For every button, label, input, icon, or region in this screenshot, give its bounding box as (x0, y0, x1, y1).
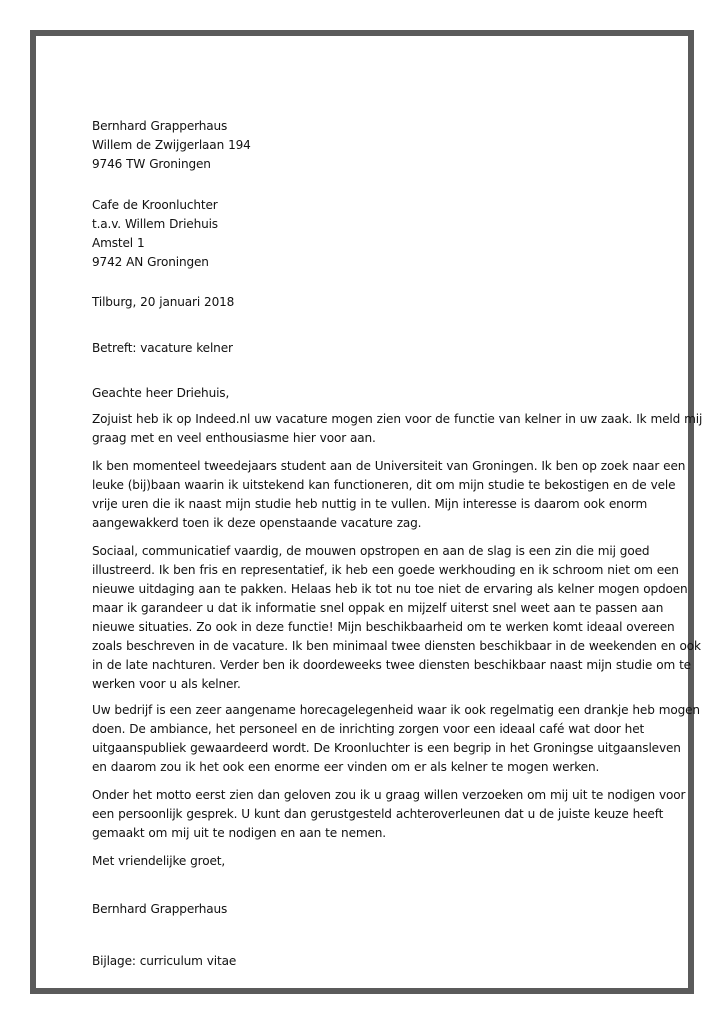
paragraph-4 (92, 701, 700, 777)
closing (92, 852, 225, 871)
subject-line (92, 339, 233, 358)
paragraph-line: illustreerd. Ik ben fris en representatief, ik heb een goede werkhouding en ik schroom niet om een (92, 563, 679, 577)
recipient-street: Amstel 1 (92, 236, 145, 250)
salutation (92, 384, 229, 403)
paragraph-line: gemaakt om mij uit te nodigen en aan te nemen. (92, 826, 386, 840)
signature (92, 900, 227, 919)
paragraph-line: graag met en veel enthousiasme hier voor aan. (92, 431, 376, 445)
paragraph-1 (92, 410, 702, 448)
attachment-text: Bijlage: curriculum vitae (92, 954, 237, 968)
paragraph-line: en daarom zou ik het ook een enorme eer vinden om er als kelner te mogen werken. (92, 760, 600, 774)
salutation-text: Geachte heer Driehuis, (92, 386, 230, 400)
date-text: Tilburg, 20 januari 2018 (92, 295, 235, 309)
recipient-address (92, 196, 218, 272)
paragraph-line: aangewakkerd toen ik deze openstaande vacature zag. (92, 516, 422, 530)
paragraph-line: een persoonlijk gesprek. U kunt dan gerustgesteld achteroverleunen dat u de juiste keuze heeft (92, 807, 664, 821)
paragraph-line: Onder het motto eerst zien dan geloven zou ik u graag willen verzoeken om mij uit te nodigen voor (92, 788, 686, 802)
paragraph-line: zoals beschreven in de vacature. Ik ben minimaal twee diensten beschikbaar in de weekenden en ook (92, 639, 701, 653)
date-line (92, 293, 234, 312)
paragraph-line: Zojuist heb ik op Indeed.nl uw vacature mogen zien voor de functie van kelner in uw zaak. Ik meld mij (92, 412, 703, 426)
paragraph-line: Ik ben momenteel tweedejaars student aan de Universiteit van Groningen. Ik ben op zoek naar een (92, 459, 686, 473)
letter-page (30, 30, 703, 994)
paragraph-line: uitgaanspubliek gewaardeerd wordt. De Kroonluchter is een begrip in het Groningse uitgaansleven (92, 741, 681, 755)
paragraph-line: Uw bedrijf is een zeer aangename horecagelegenheid waar ik ook regelmatig een drankje heb mogen (92, 703, 700, 717)
paragraph-line: werken voor u als kelner. (92, 677, 241, 691)
paragraph-line: maar ik garandeer u dat ik informatie snel oppak en mijzelf uiterst snel weet aan te passen aan (92, 601, 664, 615)
paragraph-line: Sociaal, communicatief vaardig, de mouwen opstropen en aan de slag is een zin die mij goed (92, 544, 650, 558)
sender-city: 9746 TW Groningen (92, 157, 211, 171)
paragraph-3 (92, 542, 701, 694)
paragraph-5 (92, 786, 685, 843)
sender-name: Bernhard Grapperhaus (92, 119, 228, 133)
signature-name: Bernhard Grapperhaus (92, 902, 228, 916)
subject-text: Betreft: vacature kelner (92, 341, 233, 355)
recipient-company: Cafe de Kroonluchter (92, 198, 218, 212)
paragraph-line: doen. De ambiance, het personeel en de inrichting zorgen voor een ideaal café wat door het (92, 722, 645, 736)
paragraph-line: nieuwe situaties. Zo ook in deze functie! Mijn beschikbaarheid om te werken komt ideaal overeen (92, 620, 675, 634)
sender-street: Willem de Zwijgerlaan 194 (92, 138, 251, 152)
paragraph-line: leuke (bij)baan waarin ik uitstekend kan functioneren, dit om mijn studie te bekostigen en de vele (92, 478, 676, 492)
attachment-line (92, 952, 236, 971)
paragraph-line: nieuwe uitdaging aan te pakken. Helaas heb ik tot nu toe niet de ervaring als kelner mogen opdoen (92, 582, 688, 596)
paragraph-line: vrije uren die ik naast mijn studie heb nuttig in te vullen. Mijn interesse is daarom ook enorm (92, 497, 648, 511)
paragraph-line: in de late nachturen. Verder ben ik doordeweeks twee diensten beschikbaar naast mijn studie om te (92, 658, 691, 672)
recipient-city: 9742 AN Groningen (92, 255, 209, 269)
closing-text: Met vriendelijke groet, (92, 854, 226, 868)
sender-address (92, 117, 251, 174)
paragraph-2 (92, 457, 685, 533)
recipient-attention: t.a.v. Willem Driehuis (92, 217, 218, 231)
